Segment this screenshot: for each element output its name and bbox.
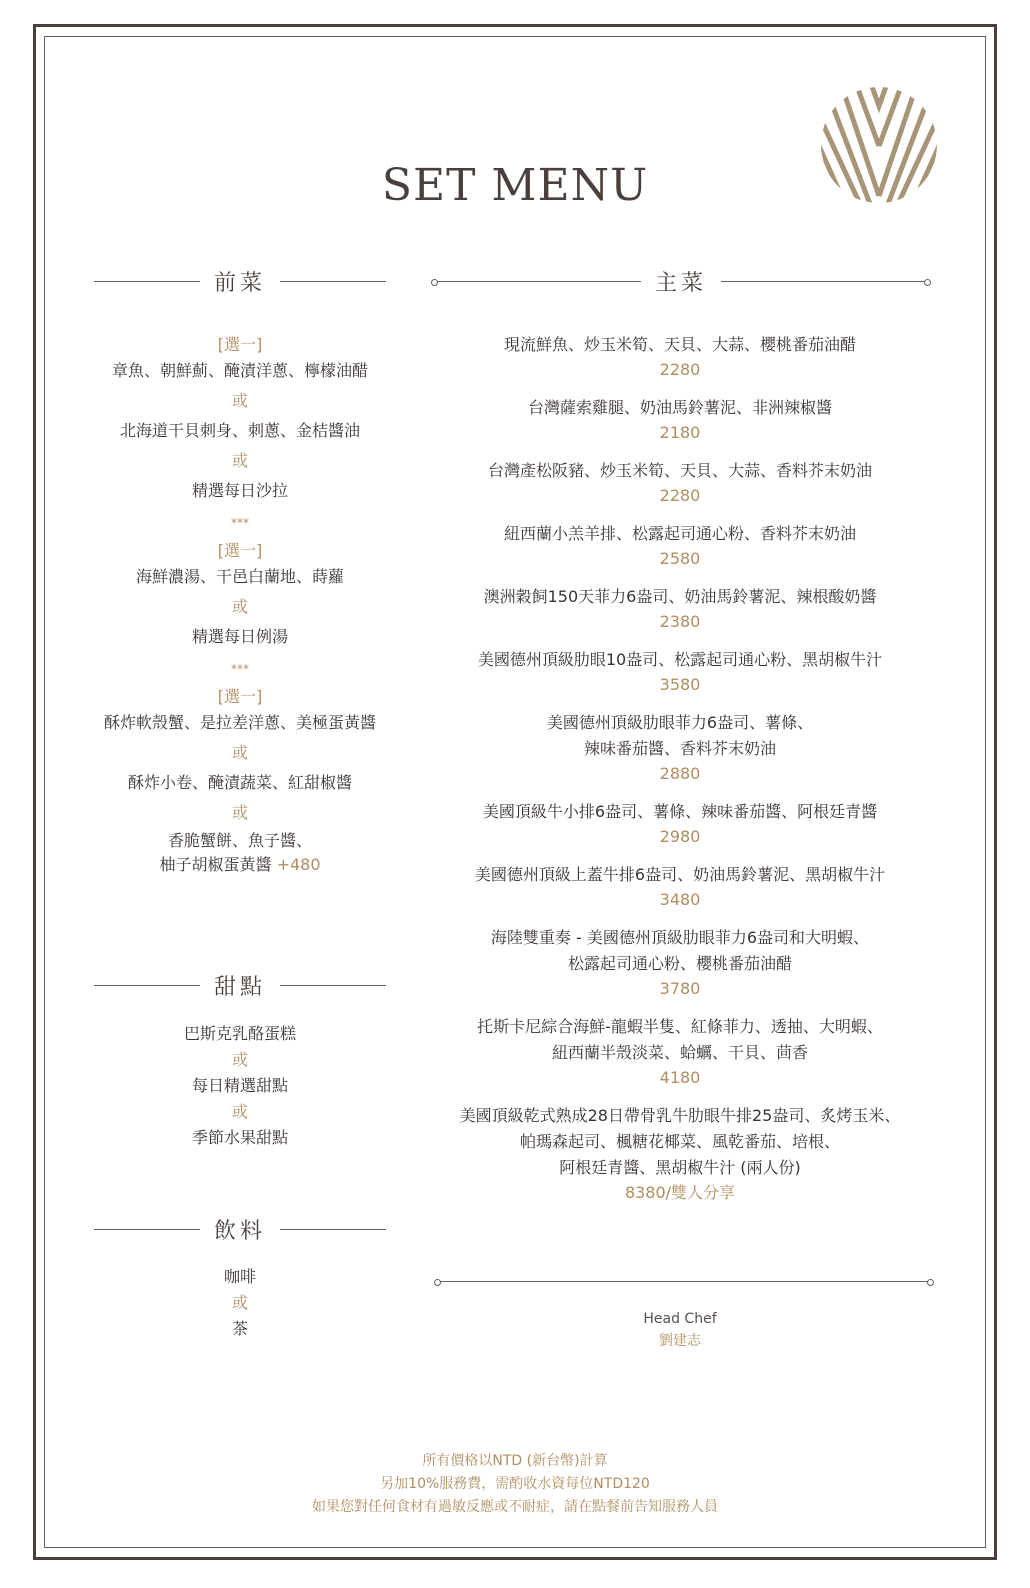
menu-option: 酥炸軟殼蟹、是拉差洋蔥、美極蛋黃醬 xyxy=(103,713,376,732)
choice-tag: [選一] xyxy=(217,541,263,560)
appetizer-heading: 前菜 xyxy=(94,266,386,297)
page-title: SET MENU xyxy=(381,160,649,211)
main-item xyxy=(430,799,930,849)
menu-option: 茶 xyxy=(231,1319,248,1338)
price: 2880 xyxy=(659,764,701,783)
dish-line: 台灣薩索雞腿、奶油馬鈴薯泥、非洲辣椒醬 xyxy=(527,398,832,417)
main-list xyxy=(430,332,930,1218)
or-label: 或 xyxy=(231,743,248,762)
menu-option: 章魚、朝鮮薊、醃漬洋蔥、檸檬油醋 xyxy=(111,361,368,380)
or-label: 或 xyxy=(231,803,248,822)
price: 3580 xyxy=(659,675,701,694)
price: 3480 xyxy=(659,890,701,909)
or-label: 或 xyxy=(231,1102,248,1121)
menu-option: 每日精選甜點 xyxy=(191,1076,288,1095)
main-item xyxy=(430,584,930,634)
main-item xyxy=(430,1014,930,1090)
or-label: 或 xyxy=(231,1293,248,1312)
footer-line: 另加10%服務費，需酌收水資每位NTD120 xyxy=(380,1476,650,1492)
menu-option: 香脆蟹餅、魚子醬、 xyxy=(167,831,312,850)
menu-option-text: 柚子胡椒蛋黃醬 xyxy=(159,855,272,874)
dessert-heading: 甜點 xyxy=(94,970,386,1001)
chef-divider xyxy=(437,1281,931,1282)
dish-line: 海陸雙重奏 - 美國德州頂級肋眼菲力6盎司和大明蝦、 xyxy=(490,928,870,947)
choice-tag: [選一] xyxy=(217,687,263,706)
separator-stars: *** xyxy=(231,662,249,676)
dish-line: 阿根廷青醬、黑胡椒牛汁 (兩人份) xyxy=(559,1158,801,1177)
or-label: 或 xyxy=(231,597,248,616)
dish-line: 台灣產松阪豬、炒玉米筍、天貝、大蒜、香料芥末奶油 xyxy=(487,461,872,480)
footer-line: 所有價格以NTD (新台幣)計算 xyxy=(422,1453,608,1469)
menu-option: 季節水果甜點 xyxy=(191,1128,288,1147)
menu-option: 海鮮濃湯、干邑白蘭地、蒔蘿 xyxy=(135,567,344,586)
price: 3780 xyxy=(659,979,701,998)
price: 2580 xyxy=(659,549,701,568)
menu-option: 北海道干貝刺身、刺蔥、金桔醬油 xyxy=(119,421,360,440)
separator-stars: *** xyxy=(231,516,249,530)
menu-option: 酥炸小卷、醃漬蔬菜、紅甜椒醬 xyxy=(127,773,352,792)
main-item xyxy=(430,862,930,912)
footer-notes xyxy=(0,1450,1030,1519)
main-item xyxy=(430,647,930,697)
price: 2980 xyxy=(659,827,701,846)
or-label: 或 xyxy=(231,1050,248,1069)
drinks-heading: 飲料 xyxy=(94,1214,386,1245)
price: 8380/雙人分享 xyxy=(624,1183,736,1202)
dish-line: 美國德州頂級肋眼10盎司、松露起司通心粉、黑胡椒牛汁 xyxy=(477,650,883,669)
drinks-list xyxy=(90,1264,390,1342)
price: 4180 xyxy=(659,1068,701,1087)
chef-title: Head Chef xyxy=(643,1311,717,1327)
main-item xyxy=(430,521,930,571)
upcharge: +480 xyxy=(276,855,321,874)
dish-line: 帕瑪森起司、楓糖花椰菜、風乾番茄、培根、 xyxy=(519,1132,840,1151)
menu-option: 精選每日沙拉 xyxy=(191,481,288,500)
main-heading: 主菜 xyxy=(434,266,928,297)
main-item xyxy=(430,1103,930,1205)
choice-tag: [選一] xyxy=(217,335,263,354)
dish-line: 現流鮮魚、炒玉米筍、天貝、大蒜、櫻桃番茄油醋 xyxy=(503,335,856,354)
dish-line: 美國頂級牛小排6盎司、薯條、辣味番茄醬、阿根廷青醬 xyxy=(482,802,878,821)
chef-name: 劉建志 xyxy=(659,1333,701,1349)
appetizer-list xyxy=(90,332,390,878)
price: 2280 xyxy=(659,360,701,379)
chef-signature xyxy=(430,1308,930,1352)
dish-line: 紐西蘭半殼淡菜、蛤蠣、干貝、茴香 xyxy=(551,1043,808,1062)
dish-line: 美國德州頂級上蓋牛排6盎司、奶油馬鈴薯泥、黑胡椒牛汁 xyxy=(474,865,886,884)
dish-line: 紐西蘭小羔羊排、松露起司通心粉、香料芥末奶油 xyxy=(503,524,856,543)
menu-option: 精選每日例湯 xyxy=(191,627,288,646)
dish-line: 托斯卡尼綜合海鮮-龍蝦半隻、紅條菲力、透抽、大明蝦、 xyxy=(477,1017,883,1036)
dish-line: 美國頂級乾式熟成28日帶骨乳牛肋眼牛排25盎司、炙烤玉米、 xyxy=(459,1106,901,1125)
menu-option: 咖啡 xyxy=(223,1267,256,1286)
main-item xyxy=(430,395,930,445)
main-item xyxy=(430,710,930,786)
main-item xyxy=(430,458,930,508)
dish-line: 辣味番茄醬、香料芥末奶油 xyxy=(583,739,776,758)
dish-line: 松露起司通心粉、櫻桃番茄油醋 xyxy=(567,954,792,973)
price: 2180 xyxy=(659,423,701,442)
or-label: 或 xyxy=(231,391,248,410)
price: 2380 xyxy=(659,612,701,631)
dish-line: 美國德州頂級肋眼菲力6盎司、薯條、 xyxy=(546,713,814,732)
menu-option xyxy=(90,852,390,878)
menu-option: 巴斯克乳酪蛋糕 xyxy=(183,1024,296,1043)
price: 2280 xyxy=(659,486,701,505)
main-item xyxy=(430,925,930,1001)
dish-line: 澳洲穀飼150天菲力6盎司、奶油馬鈴薯泥、辣根酸奶醬 xyxy=(483,587,877,606)
footer-line: 如果您對任何食材有過敏反應或不耐症，請在點餐前告知服務人員 xyxy=(312,1499,718,1515)
or-label: 或 xyxy=(231,451,248,470)
dessert-list xyxy=(90,1021,390,1151)
main-item xyxy=(430,332,930,382)
